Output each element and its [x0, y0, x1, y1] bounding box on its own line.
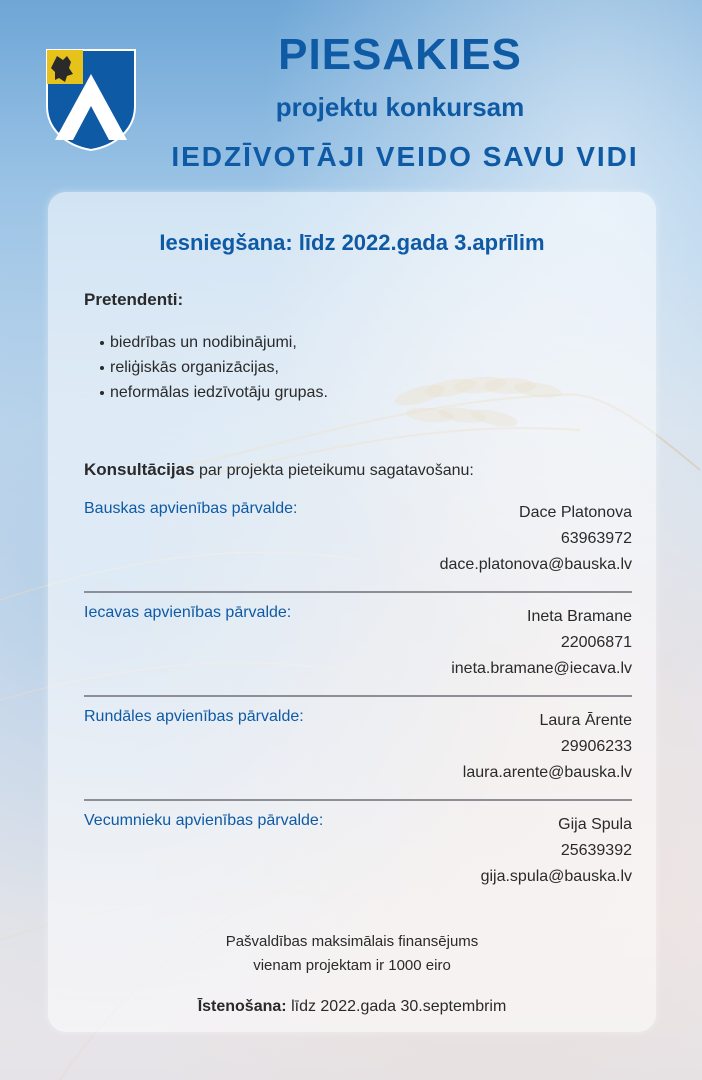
contact-phone[interactable]: 29906233 — [560, 738, 632, 755]
contact-person: Laura Ārente — [539, 712, 632, 729]
contact-rundale — [48, 700, 656, 790]
contact-email[interactable]: ineta.bramane@iecava.lv — [451, 660, 632, 677]
page-title: PIESAKIES — [278, 30, 522, 79]
office-name: Iecavas apvienības pārvalde: — [84, 604, 292, 621]
consultations-heading — [84, 460, 474, 480]
funding-line-2: vienam projektam ir 1000 eiro — [253, 957, 451, 974]
contact-info — [463, 708, 632, 786]
contact-vecumnieki — [48, 804, 656, 894]
contact-phone[interactable]: 25639392 — [560, 842, 632, 859]
implementation-deadline — [48, 998, 656, 1016]
contact-email[interactable]: laura.arente@bauska.lv — [462, 764, 632, 781]
office-name: Vecumnieku apvienības pārvalde: — [84, 812, 324, 829]
contact-phone[interactable]: 22006871 — [560, 634, 632, 651]
contact-person: Ineta Bramane — [527, 608, 632, 625]
contact-person: Gija Spula — [558, 816, 632, 833]
page-subtitle: projektu konkursam — [275, 92, 525, 122]
contact-phone[interactable]: 63963972 — [560, 530, 632, 547]
divider — [84, 695, 632, 697]
contact-email[interactable]: gija.spula@bauska.lv — [480, 868, 632, 885]
funding-note — [48, 930, 656, 978]
contact-info — [481, 812, 632, 890]
header — [0, 0, 702, 190]
contact-info — [440, 500, 632, 578]
consultations-label: Konsultācijas — [84, 460, 195, 479]
implementation-text: līdz 2022.gada 30.septembrim — [291, 998, 507, 1015]
divider — [84, 591, 632, 593]
office-name: Rundāles apvienības pārvalde: — [84, 708, 304, 725]
list-item: reliģiskās organizācijas, — [100, 355, 328, 380]
project-name: IEDZĪVOTĀJI VEIDO SAVU VIDI — [171, 141, 639, 172]
list-item: biedrības un nodibinājumi, — [100, 330, 328, 355]
funding-line-1: Pašvaldības maksimālais finansējums — [225, 933, 479, 950]
contact-iecava — [48, 596, 656, 686]
implementation-label: Īstenošana: — [197, 998, 287, 1015]
info-card — [48, 192, 656, 1032]
contact-info — [451, 604, 632, 682]
submission-deadline: Iesniegšana: līdz 2022.gada 3.aprīlim — [159, 230, 545, 255]
applicants-label: Pretendenti: — [84, 290, 184, 309]
coat-of-arms-icon — [45, 48, 137, 152]
applicants-list — [100, 330, 328, 405]
divider — [84, 799, 632, 801]
contact-person: Dace Platonova — [519, 504, 632, 521]
contact-email[interactable]: dace.platonova@bauska.lv — [439, 556, 632, 573]
list-item: neformālas iedzīvotāju grupas. — [100, 380, 328, 405]
office-name: Bauskas apvienības pārvalde: — [84, 500, 298, 517]
consultations-text: par projekta pieteikumu sagatavošanu: — [199, 462, 474, 479]
contact-bauska — [48, 492, 656, 582]
